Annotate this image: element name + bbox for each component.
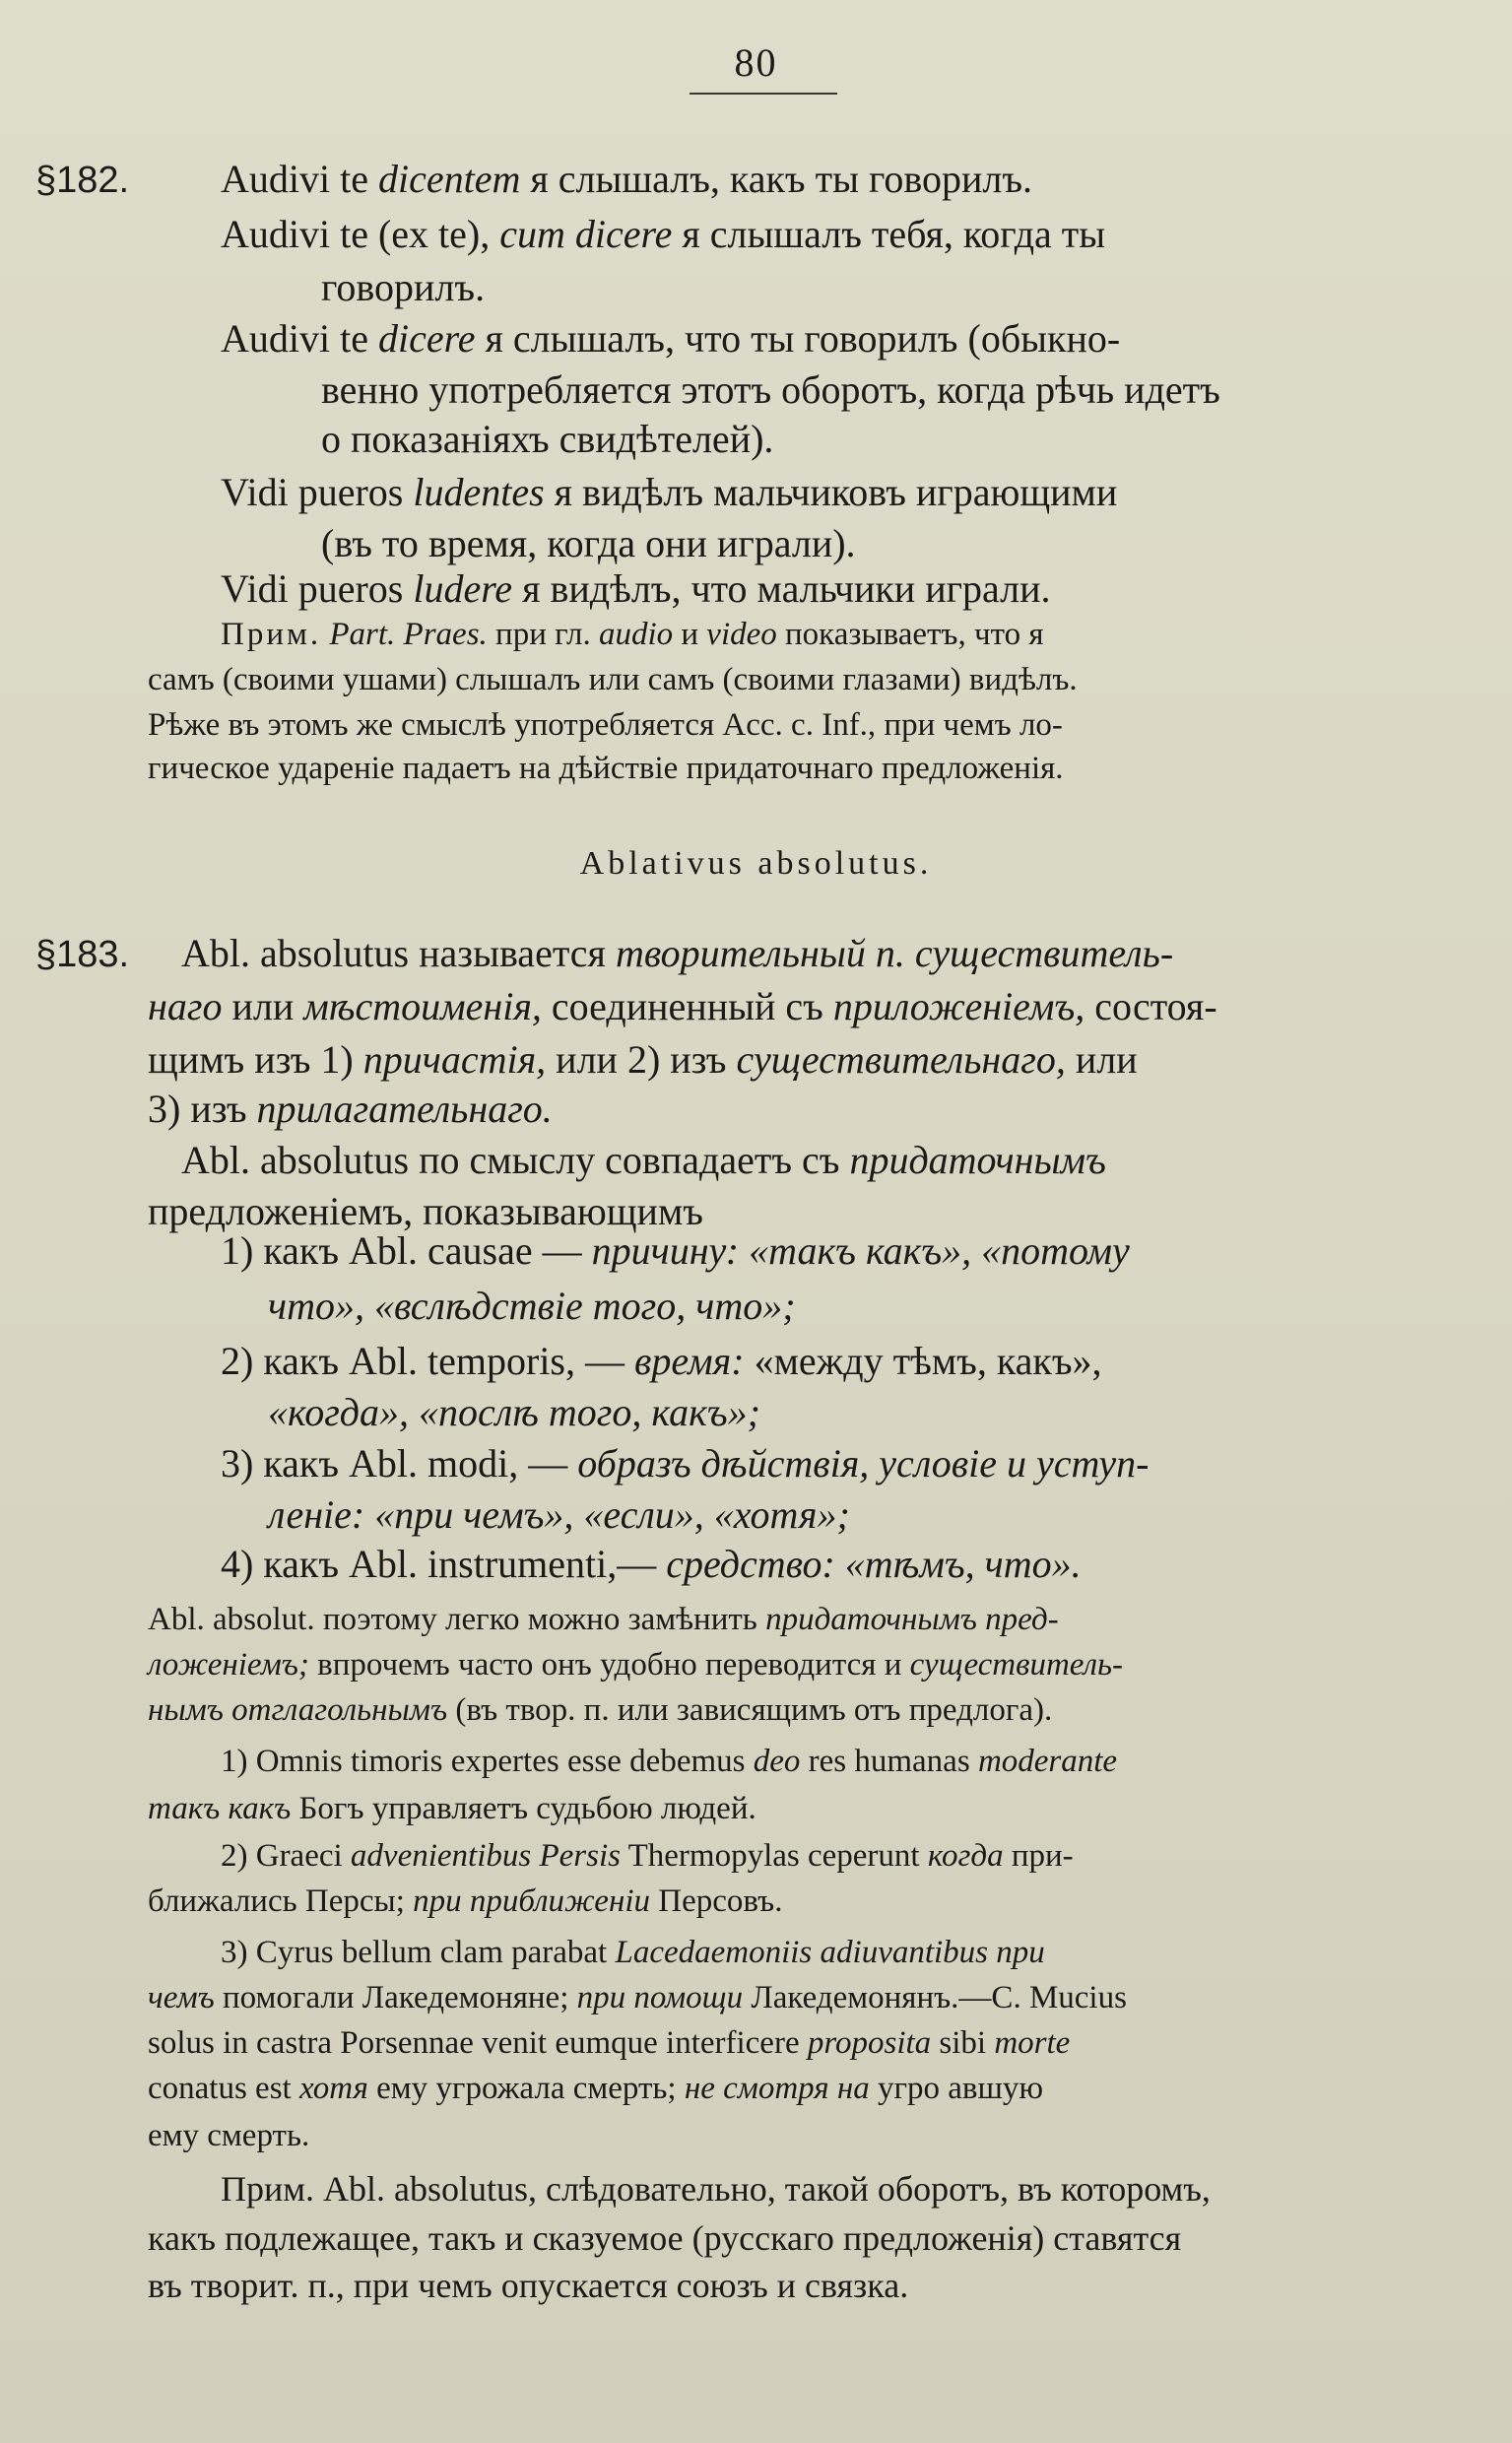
text-line: Abl. absolutus называется творительный п. существитель-: [181, 931, 1174, 975]
example-line: Audivi te dicentem я слышалъ, какъ ты говорилъ.: [221, 157, 1033, 201]
page-number-rule: [690, 93, 837, 95]
text-line: 3) изъ прилагательнаго.: [148, 1087, 553, 1131]
example-line: Audivi te dicere я слышалъ, что ты говорилъ (обыкно-: [221, 316, 1121, 361]
note-line: какъ подлежащее, такъ и сказуемое (русскаго предложенія) ставятся: [148, 2218, 1182, 2258]
note-line: самъ (своими ушами) слышалъ или самъ (своими глазами) видѣлъ.: [148, 662, 1078, 697]
page-number: 80: [734, 40, 778, 85]
text-line: щимъ изъ 1) причастія, или 2) изъ существительнаго, или: [148, 1037, 1138, 1082]
list-item-continuation: «когда», «послѣ того, какъ»;: [268, 1390, 760, 1434]
list-item-continuation: что», «вслѣдствіе того, что»;: [268, 1284, 796, 1328]
text-line: Abl. absolut. поэтому легко можно замѣнить придаточнымъ пред-: [148, 1602, 1059, 1637]
list-item: 1) какъ Abl. causae — причину: «такъ какъ», «потому: [221, 1228, 1130, 1273]
example-line: 2) Graeci advenientibus Persis Thermopylas ceperunt когда при-: [221, 1838, 1074, 1874]
example-line: Vidi pueros ludentes я видѣлъ мальчиковъ играющими: [221, 470, 1118, 514]
example-line: такъ какъ Богъ управляетъ судьбою людей.: [148, 1791, 756, 1826]
example-line: венно употребляется этотъ оборотъ, когда рѣчь идетъ: [321, 367, 1220, 412]
example-line: conatus est хотя ему угрожала смерть; не смотря на угро авшую: [148, 2071, 1044, 2106]
list-item: 2) какъ Abl. temporis, — время: «между тѣмъ, какъ»,: [221, 1339, 1102, 1383]
section-183-mark: §183.: [35, 934, 130, 975]
example-line: о показаніяхъ свидѣтелей).: [321, 417, 774, 461]
example-line: говорилъ.: [321, 265, 486, 309]
text-line: Abl. absolutus по смыслу совпадаетъ съ придаточнымъ: [181, 1138, 1106, 1182]
note-line: гическое удареніе падаетъ на дѣйствіе придаточнаго предложенія.: [148, 751, 1064, 786]
example-line: Vidi pueros ludere я видѣлъ, что мальчики играли.: [221, 566, 1051, 611]
note-line: Рѣже въ этомъ же смыслѣ употребляется Acc. c. Inf., при чемъ ло-: [148, 707, 1063, 743]
example-line: 3) Cyrus bellum clam parabat Lacedaemoniis adiuvantibus при: [221, 1935, 1045, 1970]
note-line: Прим. Part. Praes. при гл. audio и video показываетъ, что я: [221, 617, 1044, 652]
example-line: Audivi te (ex te), cum dicere я слышалъ тебя, когда ты: [221, 212, 1106, 256]
example-line: ближались Персы; при приближеніи Персовъ.: [148, 1883, 783, 1919]
note-line: Прим. Abl. absolutus, слѣдовательно, такой оборотъ, въ которомъ,: [221, 2169, 1211, 2209]
text-line: предложеніемъ, показывающимъ: [148, 1189, 703, 1233]
example-line: ему смерть.: [148, 2118, 310, 2153]
section-heading: Ablativus absolutus.: [579, 845, 933, 882]
example-line: чемъ помогали Лакедемоняне; при помощи Лакедемонянъ.—C. Mucius: [148, 1980, 1127, 2015]
list-item: 4) какъ Abl. instrumenti,— средство: «тѣмъ, что».: [221, 1542, 1082, 1586]
note-line: въ творит. п., при чемъ опускается союзъ и связка.: [148, 2266, 909, 2305]
list-item: 3) какъ Abl. modi, — образъ дѣйствія, условіе и уступ-: [221, 1441, 1150, 1486]
example-line: 1) Omnis timoris expertes esse debemus deo res humanas moderante: [221, 1744, 1118, 1779]
text-line: нымъ отглагольнымъ (въ твор. п. или зависящимъ отъ предлога).: [148, 1692, 1053, 1728]
example-line: (въ то время, когда они играли).: [321, 521, 856, 565]
text-line: наго или мѣстоименія, соединенный съ приложеніемъ, состоя-: [148, 984, 1217, 1028]
list-item-continuation: леніе: «при чемъ», «если», «хотя»;: [268, 1492, 850, 1537]
text-line: ложеніемъ; впрочемъ часто онъ удобно переводится и существитель-: [148, 1647, 1124, 1683]
example-line: solus in castra Porsennae venit eumque interficere proposita sibi morte: [148, 2025, 1071, 2061]
section-182-mark: §182.: [35, 160, 130, 201]
